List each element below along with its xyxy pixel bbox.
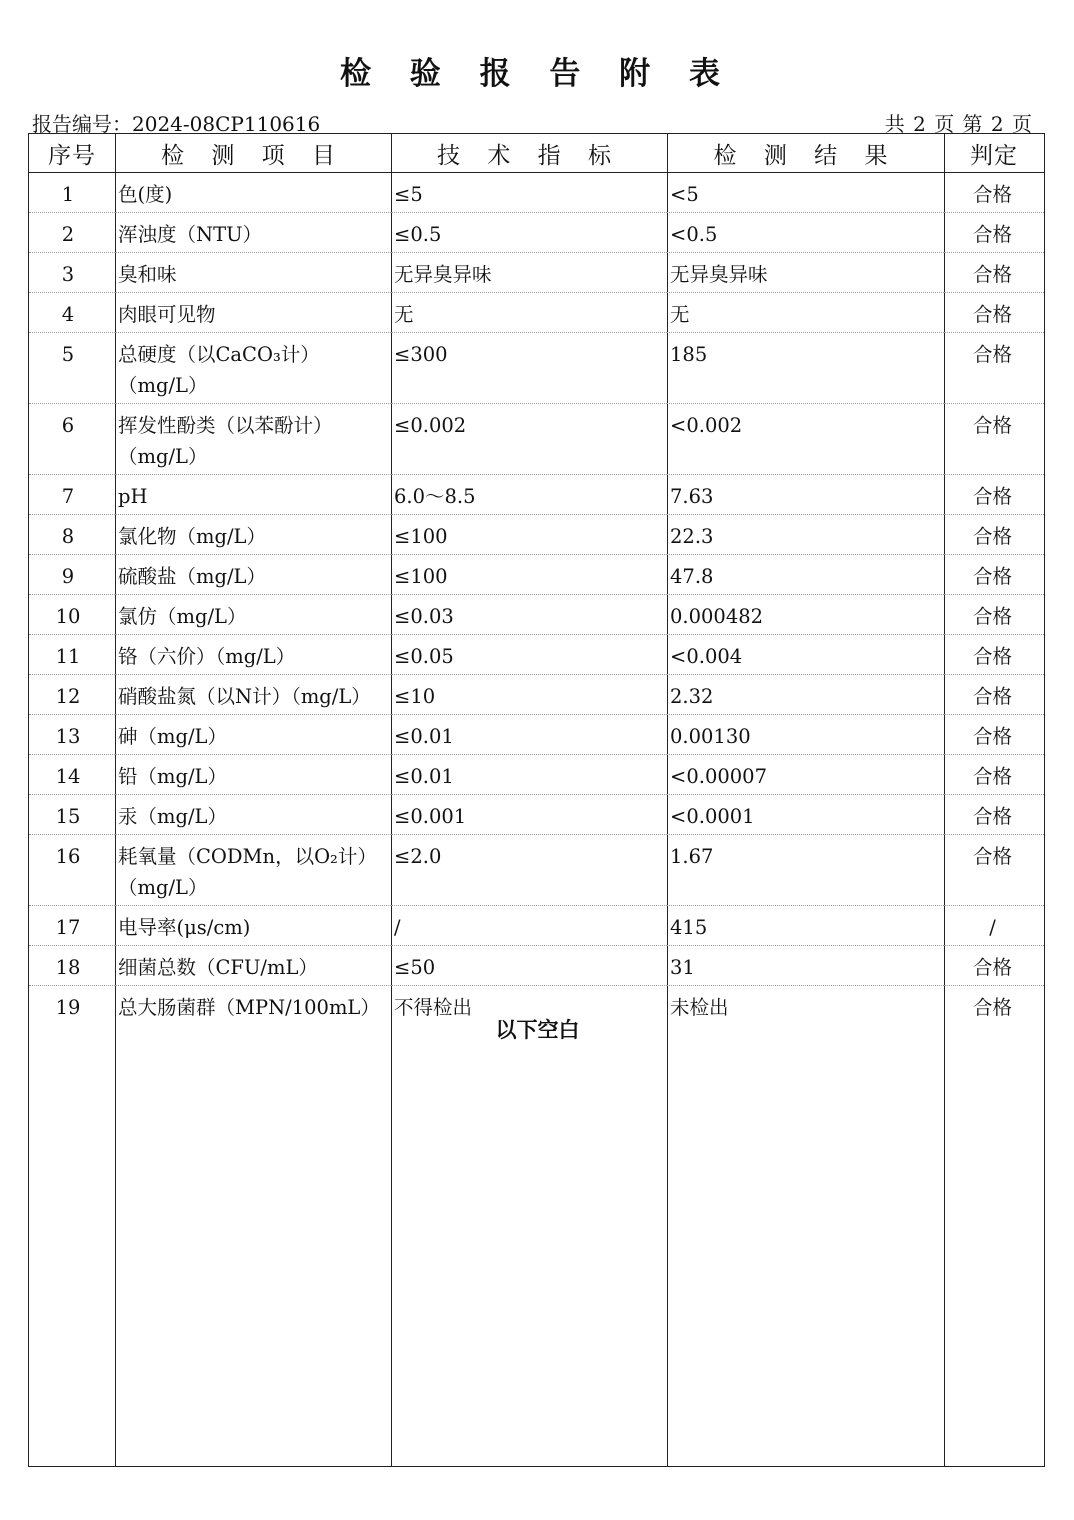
- row-item: 总硬度（以CaCO₃计）（mg/L）: [115, 333, 391, 404]
- row-item: 硫酸盐（mg/L）: [115, 555, 391, 595]
- row-judge: 合格: [944, 795, 1044, 835]
- results-table-frame: [28, 133, 1045, 1467]
- row-item: 氯化物（mg/L）: [115, 515, 391, 555]
- row-index: 16: [29, 835, 115, 906]
- table-header-row: [29, 134, 1044, 173]
- table-row: [29, 635, 1044, 675]
- row-index: 9: [29, 555, 115, 595]
- row-judge: 合格: [944, 213, 1044, 253]
- row-result: 0.000482: [667, 595, 944, 635]
- row-spec: 无异臭异味: [391, 253, 667, 293]
- row-index: 18: [29, 946, 115, 986]
- row-result: 7.63: [667, 475, 944, 515]
- row-index: 1: [61, 183, 75, 206]
- row-item: 硝酸盐氮（以N计）（mg/L）: [115, 675, 391, 715]
- page-info: 共 2 页 第 2 页: [884, 112, 1032, 136]
- row-item: 总大肠菌群（MPN/100mL）: [115, 986, 391, 1026]
- table-row: [29, 293, 1044, 333]
- table-row: [29, 475, 1044, 515]
- row-judge: 合格: [944, 293, 1044, 333]
- row-judge: 合格: [944, 253, 1044, 293]
- row-item: 臭和味: [115, 253, 391, 293]
- row-judge: 合格: [944, 475, 1044, 515]
- row-spec: ≤0.03: [391, 595, 667, 635]
- row-spec: ≤0.05: [391, 635, 667, 675]
- row-judge: 合格: [944, 333, 1044, 404]
- row-spec: 6.0～8.5: [391, 475, 667, 515]
- row-result: 185: [667, 333, 944, 404]
- row-result: <0.002: [667, 404, 944, 475]
- table-row: [29, 515, 1044, 555]
- table-row: [29, 715, 1044, 755]
- table-row: [29, 253, 1044, 293]
- row-result: <5: [670, 183, 699, 206]
- row-spec: ≤10: [391, 675, 667, 715]
- header-result: 检 测 结 果: [667, 134, 944, 173]
- report-title: 检 验 报 告 附 表: [340, 56, 734, 92]
- table-row: [29, 675, 1044, 715]
- row-index: 6: [29, 404, 115, 475]
- row-result: 22.3: [667, 515, 944, 555]
- row-judge: 合格: [944, 555, 1044, 595]
- row-item: 色(度): [118, 183, 173, 206]
- table-row: [29, 213, 1044, 253]
- row-result: 31: [667, 946, 944, 986]
- row-judge: 合格: [944, 835, 1044, 906]
- row-index: 12: [29, 675, 115, 715]
- row-spec: 不得检出: [391, 986, 667, 1026]
- row-item: 细菌总数（CFU/mL）: [115, 946, 391, 986]
- row-result: 0.00130: [667, 715, 944, 755]
- table-row: [29, 835, 1044, 906]
- row-item: 肉眼可见物: [115, 293, 391, 333]
- row-index: 11: [29, 635, 115, 675]
- row-item: 浑浊度（NTU）: [115, 213, 391, 253]
- row-item: 氯仿（mg/L）: [115, 595, 391, 635]
- row-item: 汞（mg/L）: [115, 795, 391, 835]
- row-index: 3: [29, 253, 115, 293]
- report-number: 报告编号：2024-08CP110616: [32, 112, 321, 136]
- row-judge: 合格: [944, 635, 1044, 675]
- row-item: 挥发性酚类（以苯酚计）（mg/L）: [115, 404, 391, 475]
- table-row: [29, 595, 1044, 635]
- row-index: 14: [29, 755, 115, 795]
- row-item: pH: [115, 475, 391, 515]
- blank-below-note: 以下空白: [495, 1018, 580, 1042]
- row-judge: 合格: [944, 404, 1044, 475]
- row-result: 无: [667, 293, 944, 333]
- row-result: <0.00007: [667, 755, 944, 795]
- row-index: 8: [29, 515, 115, 555]
- row-result: 47.8: [667, 555, 944, 595]
- table-row: [29, 795, 1044, 835]
- row-judge: 合格: [944, 675, 1044, 715]
- row-spec: ≤100: [391, 555, 667, 595]
- row-item: 铅（mg/L）: [115, 755, 391, 795]
- row-spec: ≤2.0: [391, 835, 667, 906]
- table-row: [29, 333, 1044, 404]
- row-judge: 合格: [944, 946, 1044, 986]
- table-row: [29, 906, 1044, 946]
- row-spec: ≤100: [391, 515, 667, 555]
- row-index: 2: [29, 213, 115, 253]
- row-spec: 无: [391, 293, 667, 333]
- table-row: [29, 555, 1044, 595]
- table-row: [29, 173, 1044, 213]
- row-result: <0.5: [667, 213, 944, 253]
- row-item: 电导率(μs/cm): [115, 906, 391, 946]
- row-judge: 合格: [944, 515, 1044, 555]
- row-result: 415: [667, 906, 944, 946]
- row-spec: ≤0.01: [391, 715, 667, 755]
- row-item: 砷（mg/L）: [115, 715, 391, 755]
- row-spec: /: [391, 906, 667, 946]
- table-row: [29, 755, 1044, 795]
- row-index: 13: [29, 715, 115, 755]
- row-judge: /: [944, 906, 1044, 946]
- row-result: 1.67: [667, 835, 944, 906]
- header-index: 序号: [29, 134, 115, 173]
- row-result: 未检出: [667, 986, 944, 1026]
- row-index: 19: [29, 986, 115, 1026]
- row-result: <0.004: [667, 635, 944, 675]
- row-spec: ≤300: [391, 333, 667, 404]
- row-spec: ≤0.01: [391, 755, 667, 795]
- row-index: 5: [29, 333, 115, 404]
- row-item: 耗氧量（CODMn，以O₂计）（mg/L）: [115, 835, 391, 906]
- results-table: [29, 134, 1044, 1025]
- row-result: <0.0001: [667, 795, 944, 835]
- header-spec: 技 术 指 标: [391, 134, 667, 173]
- row-judge: 合格: [944, 715, 1044, 755]
- row-spec: ≤5: [394, 183, 423, 206]
- row-index: 10: [29, 595, 115, 635]
- row-spec: ≤0.001: [391, 795, 667, 835]
- table-row: [29, 946, 1044, 986]
- row-index: 7: [29, 475, 115, 515]
- row-judge: 合格: [944, 986, 1044, 1026]
- row-index: 17: [29, 906, 115, 946]
- header-item: 检 测 项 目: [115, 134, 391, 173]
- header-judge: 判定: [944, 134, 1044, 173]
- table-row: [29, 404, 1044, 475]
- row-result: 无异臭异味: [667, 253, 944, 293]
- row-spec: ≤50: [391, 946, 667, 986]
- row-index: 15: [29, 795, 115, 835]
- row-item: 铬（六价）（mg/L）: [115, 635, 391, 675]
- row-judge: 合格: [972, 183, 1012, 206]
- row-spec: ≤0.5: [391, 213, 667, 253]
- row-index: 4: [29, 293, 115, 333]
- row-result: 2.32: [667, 675, 944, 715]
- row-judge: 合格: [944, 755, 1044, 795]
- row-spec: ≤0.002: [391, 404, 667, 475]
- row-judge: 合格: [944, 595, 1044, 635]
